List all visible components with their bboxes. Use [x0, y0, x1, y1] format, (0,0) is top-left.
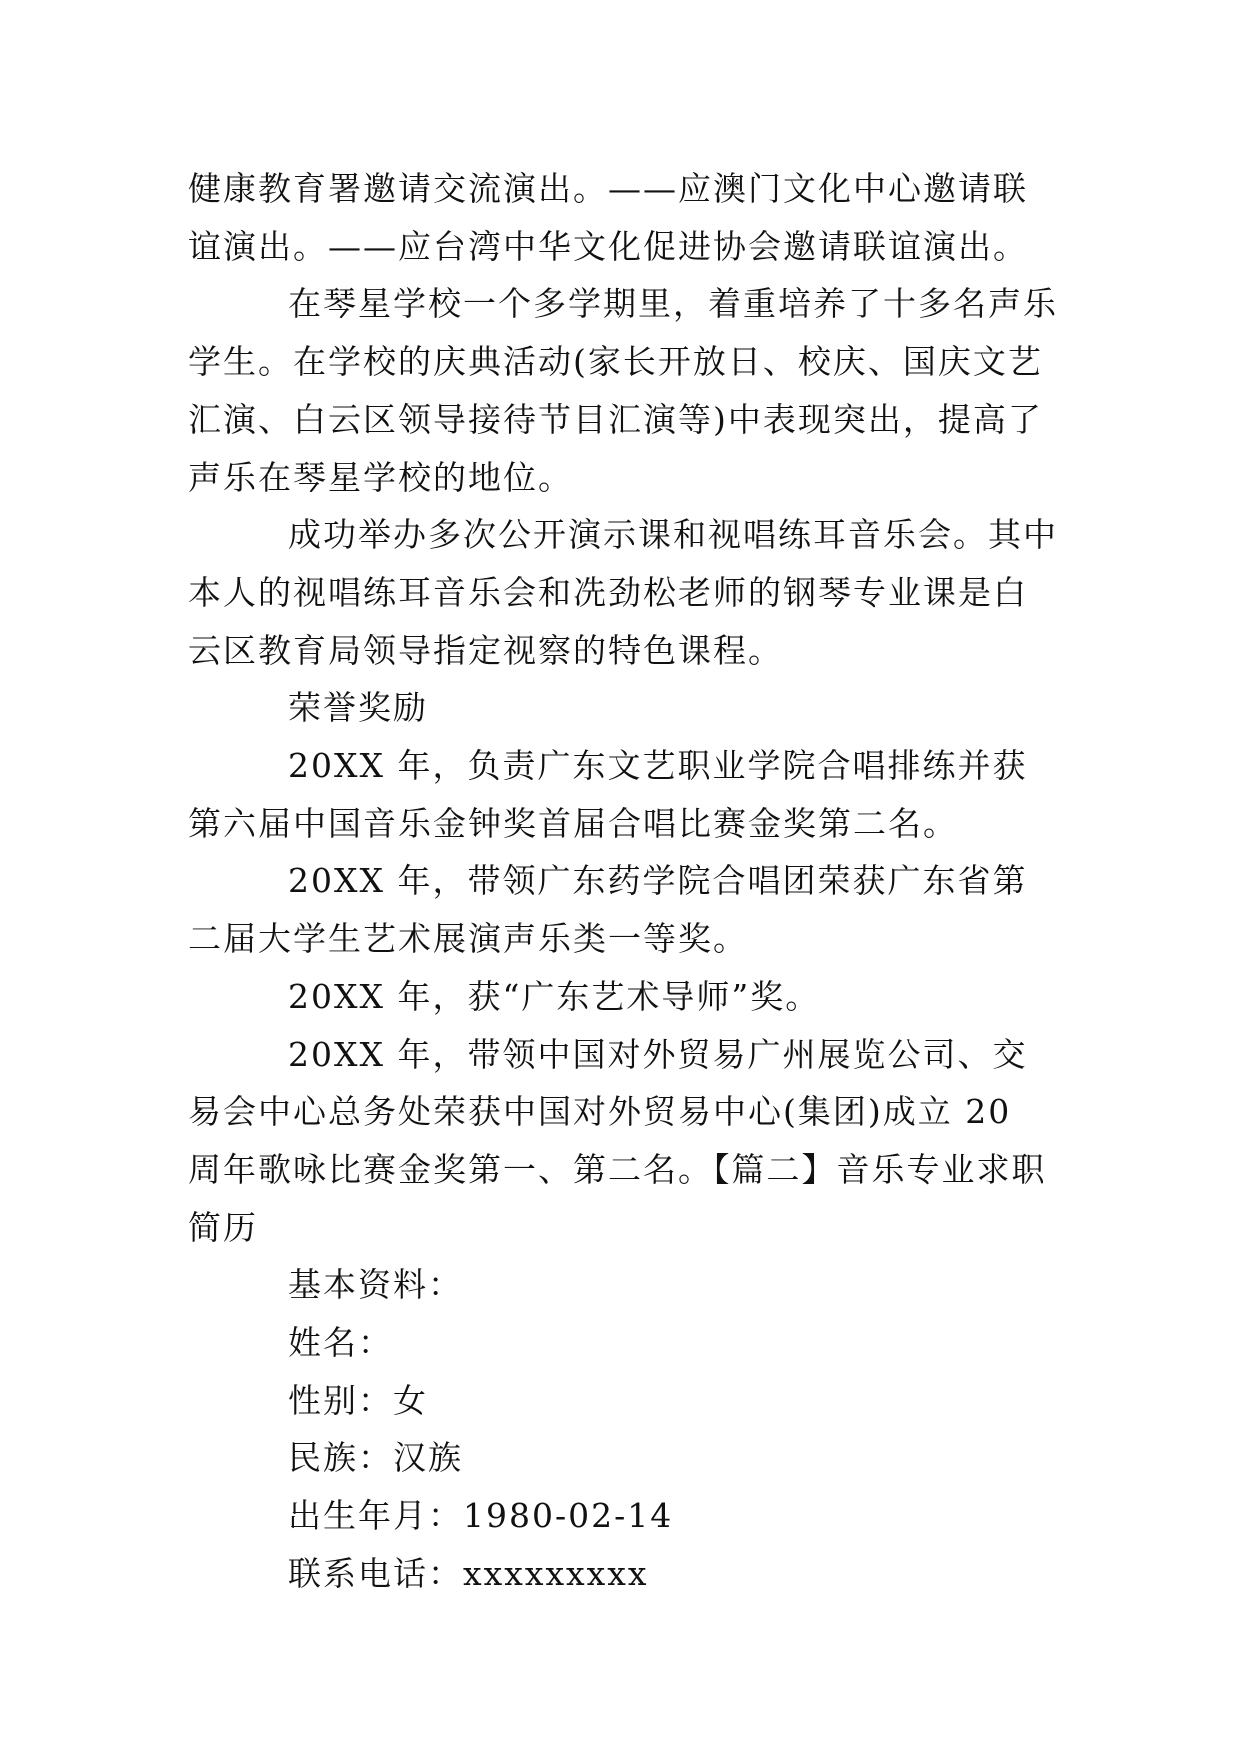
award-paragraph-3: 20XX 年，获“广东艺术导师”奖。	[288, 976, 821, 1016]
phone-field: 联系电话：xxxxxxxxx	[288, 1553, 649, 1593]
birth-date-field: 出生年月：1980-02-14	[288, 1496, 674, 1536]
award-paragraph-4	[188, 1026, 1058, 1257]
gender-field: 性别：女	[288, 1380, 428, 1420]
award-paragraph-2: 20XX 年，带领广东药学院合唱团荣获广东省第二届大学生艺术展演声乐类一等奖。	[188, 861, 1028, 959]
document-body	[188, 160, 1058, 1603]
honors-heading: 荣誉奖励	[288, 688, 428, 728]
ethnicity-field: 民族：汉族	[288, 1438, 463, 1478]
award-paragraph-1: 20XX 年，负责广东文艺职业学院合唱排练并获第六届中国音乐金钟奖首届合唱比赛金奖第二名。	[188, 746, 1028, 843]
open-class-paragraph: 成功举办多次公开演示课和视唱练耳音乐会。其中本人的视唱练耳音乐会和冼劲松老师的钢琴专业课是白云区教育局领导指定视察的特色课程。	[188, 515, 1058, 670]
basic-info-heading: 基本资料：	[288, 1265, 463, 1305]
performance-paragraph: 健康教育署邀请交流演出。——应澳门文化中心邀请联谊演出。——应台湾中华文化促进协会邀请联谊演出。	[188, 169, 1028, 266]
qinxing-school-paragraph: 在琴星学校一个多学期里，着重培养了十多名声乐学生。在学校的庆典活动(家长开放日、校庆、国庆文艺汇演、白云区领导接待节目汇演等)中表现突出，提高了声乐在琴星学校的地位。	[188, 284, 1058, 497]
award-paragraph-4-text: 20XX 年，带领中国对外贸易广州展览公司、交易会中心总务处荣获中国对外贸易中心(集团)成立 20 周年歌咏比赛金奖第一、第二名。	[188, 1034, 1028, 1189]
name-field: 姓名：	[288, 1323, 393, 1363]
section-two-title: 【篇二】音乐专业求职简历	[188, 1149, 1047, 1247]
